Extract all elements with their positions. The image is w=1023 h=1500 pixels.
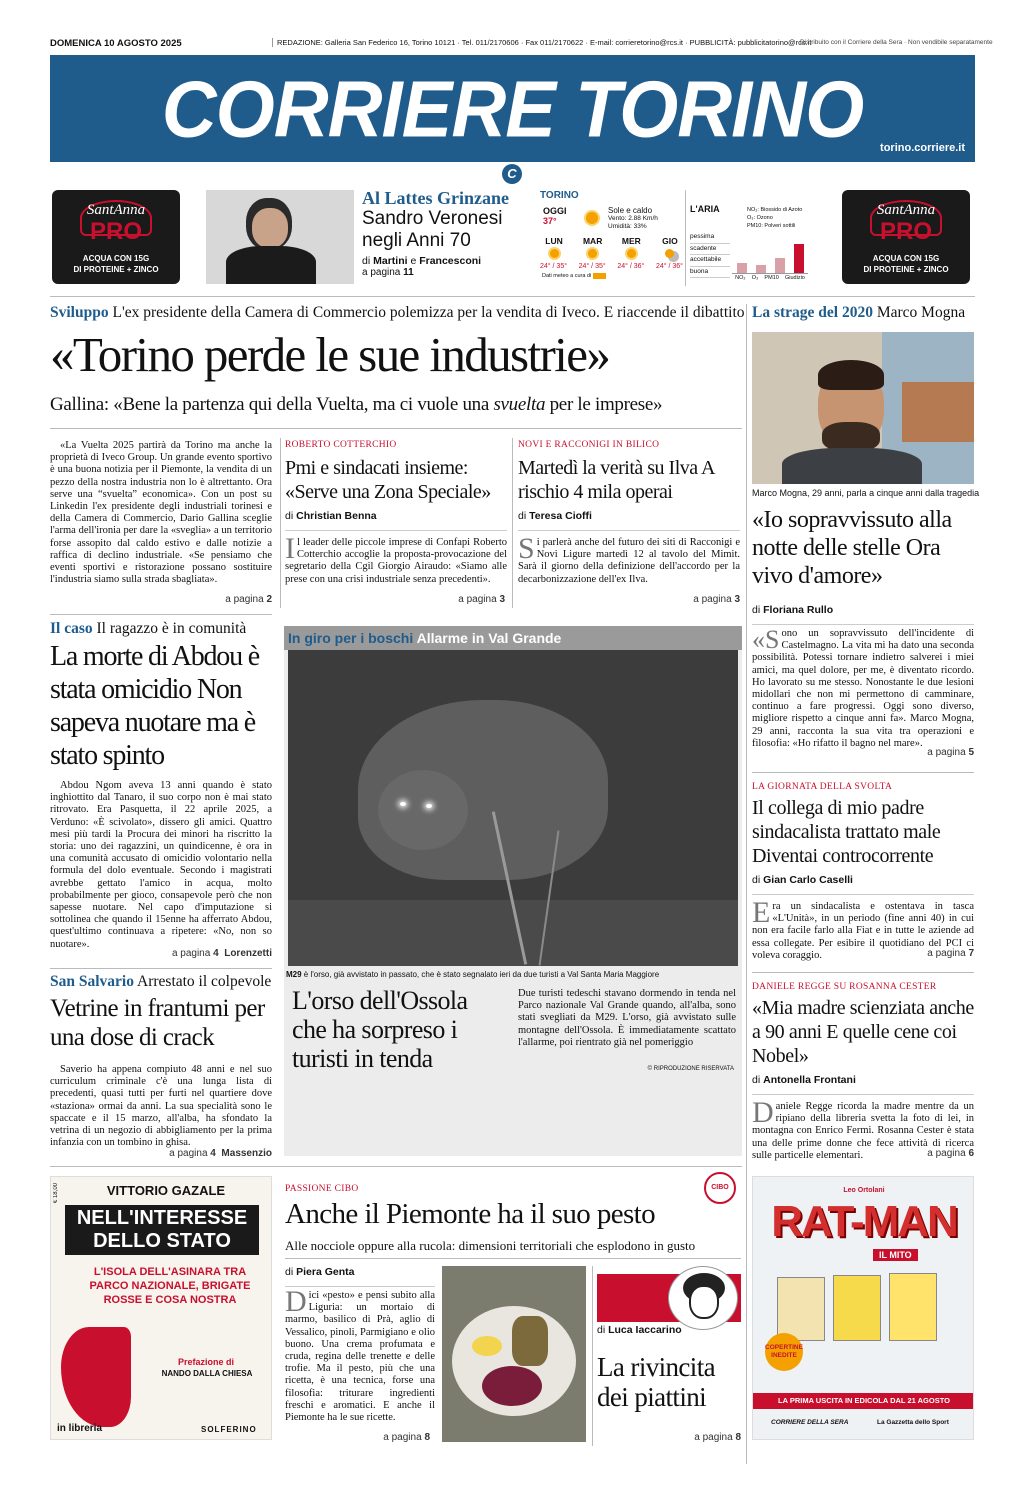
orso-box[interactable]	[284, 626, 742, 1156]
abdou-kicker: Il caso Il ragazzo è in comunità	[50, 620, 247, 637]
ilva-byline: di Teresa Cioffi	[518, 510, 740, 531]
sun-icon	[588, 249, 597, 258]
masthead-title: CORRIERE TORINO	[161, 64, 864, 155]
pmi-byline: di Christian Benna	[285, 510, 507, 531]
ad-ratman[interactable]	[752, 1176, 974, 1440]
forecast-day: LUN 24° / 35°	[540, 236, 568, 270]
pesto-page-ref[interactable]: a pagina 8	[383, 1432, 430, 1443]
pmi-tag: ROBERTO COTTERCHIO	[285, 440, 397, 450]
ratman-cover	[833, 1275, 881, 1341]
orso-body: Due turisti tedeschi stavano dormendo in tenda nel Parco nazionale Val Grande quando, all'alba, sono stati svegliati da M29. L'orso, già avvistato sulle montagne dell'Ossola. È immediatamente scattato l'allarme, poi rientrato già nel pomeriggio	[518, 988, 736, 1048]
caselli-tag: LA GIORNATA DELLA SVOLTA	[752, 782, 893, 792]
forecast-day: GIO 24° / 36°	[655, 236, 683, 270]
air-quality-box	[690, 204, 810, 284]
book-in-libreria: in libreria	[57, 1423, 103, 1434]
ad-product: PRO	[89, 218, 142, 245]
sardinia-map-icon	[61, 1327, 131, 1427]
ilva-title: Martedì la verità su Ilva A rischio 4 mila operai	[518, 457, 714, 503]
orso-kicker: In giro per i boschi Allarme in Val Grande	[284, 626, 742, 650]
redazione-info: REDAZIONE: Galleria San Federico 16, Torino 10121 · Tel. 011/2170606 · Fax 011/2170622 · E-mail: corrieretorino@rcs.it · PUBBLICITÀ: pubblicitatorino@rcs.it	[272, 38, 812, 47]
forecast-day: MER 24° / 36°	[617, 236, 645, 270]
caselli-article[interactable]	[752, 782, 974, 962]
book-publisher: SOLFERINO	[201, 1425, 257, 1434]
ratman-covers-badge: COPERTINE INEDITE	[765, 1333, 803, 1371]
bear-caption: M29 è l'orso, già avvistato in passato, che è stato segnalato ieri da due turisti a Val Santa Maria Maggiore	[286, 970, 660, 979]
cibo-badge-icon: CIBO	[704, 1172, 736, 1204]
ratman-title: RAT-MAN	[771, 1197, 957, 1246]
pmi-title: Pmi e sindacati insieme: «Serve una Zona Speciale»	[285, 457, 491, 503]
regge-tag: DANIELE REGGE SU ROSANNA CESTER	[752, 982, 937, 992]
pmi-body: Il leader delle piccole imprese di Confapi Roberto Cotterchio accoglie la proposta-provocazione del segretario della Cgil Giorgio Airaudo: «Siamo alle prese con una crisi industriale senza precedenti».	[285, 532, 507, 585]
pmi-article[interactable]	[285, 440, 507, 586]
ilva-body: Si parlerà anche del futuro dei siti di Racconigi e Novi Ligure martedì 12 al tavolo del Mimit. Sarà il giorno della definizione dell'accordo per la decarbonizzazione dell'ex Ilva.	[518, 532, 740, 585]
pesto-photo	[442, 1266, 586, 1442]
sun-icon	[550, 249, 559, 258]
issue-date: DOMENICA 10 AGOSTO 2025	[50, 38, 182, 49]
pesto-title[interactable]: Anche il Piemonte ha il suo pesto	[285, 1198, 656, 1230]
mogna-byline: di Floriana Rullo	[752, 604, 974, 625]
book-pref-name: NANDO DALLA CHIESA	[161, 1369, 253, 1378]
veronesi-photo	[206, 190, 354, 284]
pesto-tag: PASSIONE CIBO	[285, 1184, 359, 1194]
promo-title-2: negli Anni 70	[362, 230, 471, 251]
book-price: € 18,00	[53, 1183, 59, 1204]
lead-headline[interactable]: «Torino perde le sue industrie»	[50, 327, 610, 382]
distribution-note: Distribuito con il Corriere della Sera · Non vendibile separatamente	[800, 39, 993, 46]
ratman-logo-gazzetta: La Gazzetta dello Sport	[877, 1419, 949, 1426]
ratman-cover	[889, 1273, 937, 1341]
piattini-byline: di Luca Iaccarino	[597, 1324, 682, 1336]
ad-line1: ACQUA CON 15G	[872, 254, 940, 263]
corriere-logo-icon: C	[502, 164, 522, 184]
book-pref-label: Prefazione di	[177, 1357, 234, 1367]
caselli-page-ref[interactable]: a pagina 7	[927, 948, 974, 959]
mogna-photo	[752, 332, 974, 484]
book-title-2: DELLO STATO	[93, 1230, 231, 1252]
orso-title: L'orso dell'Ossola che ha sorpreso i turisti in tenda	[292, 986, 468, 1073]
regge-article[interactable]	[752, 982, 974, 1162]
air-bar-chart	[732, 232, 808, 274]
ad-line1: ACQUA CON 15G	[82, 254, 150, 263]
salvario-body: Saverio ha appena compiuto 48 anni e nel suo curriculum criminale c'è una lunga lista di precedenti, quasi tutti per furti nel quartiere dove «staziona» ormai da anni. La sua specialità sono le spaccate e il 15 marzo, all'alba, ha sfondato la vetrina di un negozio di abbigliamento per la prima infanzia con un tombino in ghisa.	[50, 1064, 272, 1149]
sun-icon	[586, 212, 598, 224]
promo-veronesi[interactable]	[362, 188, 532, 278]
mogna-page-ref[interactable]: a pagina 5	[927, 747, 974, 758]
ilva-page-ref[interactable]: a pagina 3	[693, 594, 740, 605]
promo-byline: di Martini e Francesconi	[362, 255, 482, 267]
air-bar-labels: NO₂ O₃ PM10 Giudizio	[735, 275, 805, 281]
caselli-body: Era un sindacalista e ostentava in tasca «L'Unità», in un periodo (fine anni 40) in cui non era facile farlo alla Fiat e in tutte le aziende ad essa collegate. Per esibire il quotidiano del PCI ci voleva coraggio.	[752, 896, 974, 961]
forecast-day: MAR 24° / 35°	[578, 236, 606, 270]
ad-product: PRO	[879, 218, 932, 245]
caselli-byline: di Gian Carlo Caselli	[752, 874, 974, 895]
ratman-logo-corriere: CORRIERE DELLA SERA	[771, 1419, 849, 1426]
sun-icon	[627, 249, 636, 258]
book-author: VITTORIO GAZALE	[106, 1183, 226, 1198]
promo-kicker: Al Lattes Grinzane	[362, 188, 509, 208]
regge-body: Daniele Regge ricorda la madre mentre da un ripiano della libreria svetta la foto di lei, in montagna con Enrico Fermi. Rosanna Cester è stata una delle prime donne che fece attività di ricerca sulle particelle elementari.	[752, 1096, 974, 1161]
air-bar	[775, 258, 785, 273]
promo-page: a pagina 11	[362, 267, 414, 278]
ilva-tag: NOVI E RACCONIGI IN BILICO	[518, 440, 660, 450]
ratman-banner: LA PRIMA USCITA IN EDICOLA DAL 21 AGOSTO	[753, 1393, 974, 1409]
ratman-cover	[777, 1277, 825, 1341]
book-title-1: NELL'INTERESSE	[76, 1207, 248, 1229]
lead-subheadline: Gallina: «Bene la partenza qui della Vuelta, ma ci vuole una svuelta per le imprese»	[50, 394, 663, 415]
pesto-byline: di Piera Genta	[285, 1266, 435, 1287]
weather-desc: Sole e caldo	[608, 206, 653, 215]
air-legend: NO₂: Biossido di Azoto O₃: Ozono PM10: Polveri sottili	[747, 207, 803, 229]
piattini-page-ref[interactable]: a pagina 8	[694, 1432, 741, 1443]
abdou-title[interactable]: La morte di Abdou è stata omicidio Non sapeva nuotare ma è stato spinto	[50, 641, 259, 771]
weather-today-temp: 37°	[543, 216, 557, 226]
ratman-sub: IL MITO	[873, 1249, 918, 1261]
salvario-title[interactable]: Vetrine in frantumi per una dose di crack	[50, 995, 265, 1051]
top-bar	[50, 38, 993, 52]
ad-santanna-right[interactable]	[842, 190, 970, 284]
site-link[interactable]: torino.corriere.it	[880, 142, 965, 154]
abdou-page-ref[interactable]: a pagina 4 Lorenzetti	[171, 948, 272, 959]
pesto-body: Dici «pesto» e pensi subito alla Liguria: un mortaio di marmo, basilico di Prà, aglio di Vessalico, pinoli, Parmigiano e olio buono. Una crema profumata e cruda, regina delle trenette e delle trofie. Ma il pesto, più che una ricetta, è una tecnica, forse una filosofia: triturare ingredienti freschi e aromatici. E anche il Piemonte ha le sue ricette.	[285, 1285, 435, 1424]
book-subtitle: L'ISOLA DELL'ASINARA TRA PARCO NAZIONALE, BRIGATE ROSSE E COSA NOSTRA	[89, 1266, 251, 1306]
orso-rights: © RIPRODUZIONE RISERVATA	[647, 1066, 734, 1072]
mogna-title[interactable]: «Io sopravvissuto alla notte delle stelle Ora vivo d'amore»	[752, 507, 952, 589]
ratman-author: Leo Ortolani	[843, 1187, 885, 1194]
lead-kicker: Sviluppo L'ex presidente della Camera di Commercio polemizza per la vendita di Iveco. E riaccende il dibattito	[50, 304, 745, 321]
caselli-title: Il collega di mio padre sindacalista trattato male Diventai controcorrente	[752, 797, 941, 867]
air-label: L'ARIA	[690, 204, 720, 214]
ad-brand: SantAnna	[876, 202, 936, 218]
iaccarino-avatar	[668, 1266, 738, 1330]
weather-forecast	[542, 236, 682, 270]
ad-line2: DI PROTEINE + ZINCO	[863, 265, 949, 274]
weather-humidity: Umidità: 33%	[608, 223, 647, 230]
piattini-title[interactable]: La rivincita dei piattini	[597, 1352, 715, 1412]
salvario-kicker: San Salvario Arrestato il colpevole	[50, 973, 272, 990]
pesto-subtitle: Alle nocciole oppure alla rucola: dimensioni territoriali che esplodono in gusto	[285, 1238, 696, 1253]
weather-wind: Vento: 2.88 Km/h	[608, 215, 658, 222]
regge-byline: di Antonella Frontani	[752, 1074, 974, 1095]
mogna-kicker: La strage del 2020 Marco Mogna	[752, 304, 966, 321]
ad-santanna-left[interactable]	[52, 190, 180, 284]
abdou-body: Abdou Ngom aveva 13 anni quando è stato inghiottito dal Tanaro, il suo corpo non è mai stato ritrovato. Era Pasquetta, il 22 aprile 2025, a Verduno: «È scivolato», dissero gli amici. Quattro mesi più tardi la Procura dei minori ha riscritto la storia: uno dei ragazzini, un quindicenne, è ora in una comunità accusato di omicidio volontario nella formula del dolo eventuale. Secondo i magistrati avrebbe gettato l'amico in acqua, molto probabilmente per gioco, consapevole però che non sapesse nuotare. Nel capo d'imputazione si sottolinea che quando il 15enne ha afferrato Abdou, quest'ultimo continuava a ripetere: «No, non so nuotare».	[50, 780, 272, 950]
mogna-body: «Sono un sopravvissuto dell'incidente di Castelmagno. La vita mi ha dato una seconda possibilità. Potessi tornare indietro salverei i miei amici, ma quel dolore, per me, è diventato ricordo. Ho lavorato su me stesso. Nonostante le due lesioni midollari che non mi permettono di camminare, continuo a fare progressi. Oggi sono diverso, migliore rispetto a cinque anni fa». Marco Mogna, 29 anni, racconta la sua vita tra operazioni e filosofia: «Ho rifatto il bagno nel mare».	[752, 625, 974, 749]
ad-brand: SantAnna	[86, 202, 146, 218]
weather-city: TORINO	[540, 190, 579, 201]
ilva-article[interactable]	[518, 440, 740, 586]
sun-cloud-icon	[665, 249, 674, 258]
weather-today-label: OGGI	[543, 206, 567, 216]
mogna-caption: Marco Mogna, 29 anni, parla a cinque anni dalla tragedia	[752, 488, 980, 498]
air-bar	[756, 265, 766, 273]
promo-title-1: Sandro Veronesi	[362, 208, 503, 229]
pmi-page-ref[interactable]: a pagina 3	[458, 594, 505, 605]
lead-body: «La Vuelta 2025 partirà da Torino ma anche la proprietà di Iveco Group. Un grande evento sportivo è una buona notizia per il Piemonte, la vendita di un pezzo della nostra industria non lo è altrettanto. Ora serve una “svuelta” economica». Con un post su Linkedin l'ex presidente degli industriali torinesi e della Camera di Commercio, Dario Gallina sceglie l'arma dell'ironia per dare la «sveglia» a un territorio forse assopito dal caldo estivo e dalle notizie a raffica di declino industriale. «Se pensiamo che eventi sportivi e ristorazione possano sostituire l'industria siamo sulla strada sbagliata».	[50, 440, 272, 586]
air-levels: pessima scadente accettabile buona	[690, 232, 730, 278]
salvario-page-ref[interactable]: a pagina 4 Massenzio	[169, 1148, 272, 1159]
weather-box	[540, 190, 686, 286]
air-bar	[794, 244, 804, 273]
regge-title: «Mia madre scienziata anche a 90 anni E quelle cene coi Nobel»	[752, 997, 974, 1067]
bear-photo	[288, 650, 738, 966]
ad-book-gazale[interactable]	[50, 1176, 272, 1440]
air-bar	[737, 263, 747, 274]
ad-line2: DI PROTEINE + ZINCO	[73, 265, 159, 274]
weather-credit: Dati meteo a cura di	[542, 273, 606, 279]
masthead	[50, 55, 975, 162]
regge-page-ref[interactable]: a pagina 6	[927, 1148, 974, 1159]
lead-page-ref[interactable]: a pagina 2	[225, 594, 272, 605]
